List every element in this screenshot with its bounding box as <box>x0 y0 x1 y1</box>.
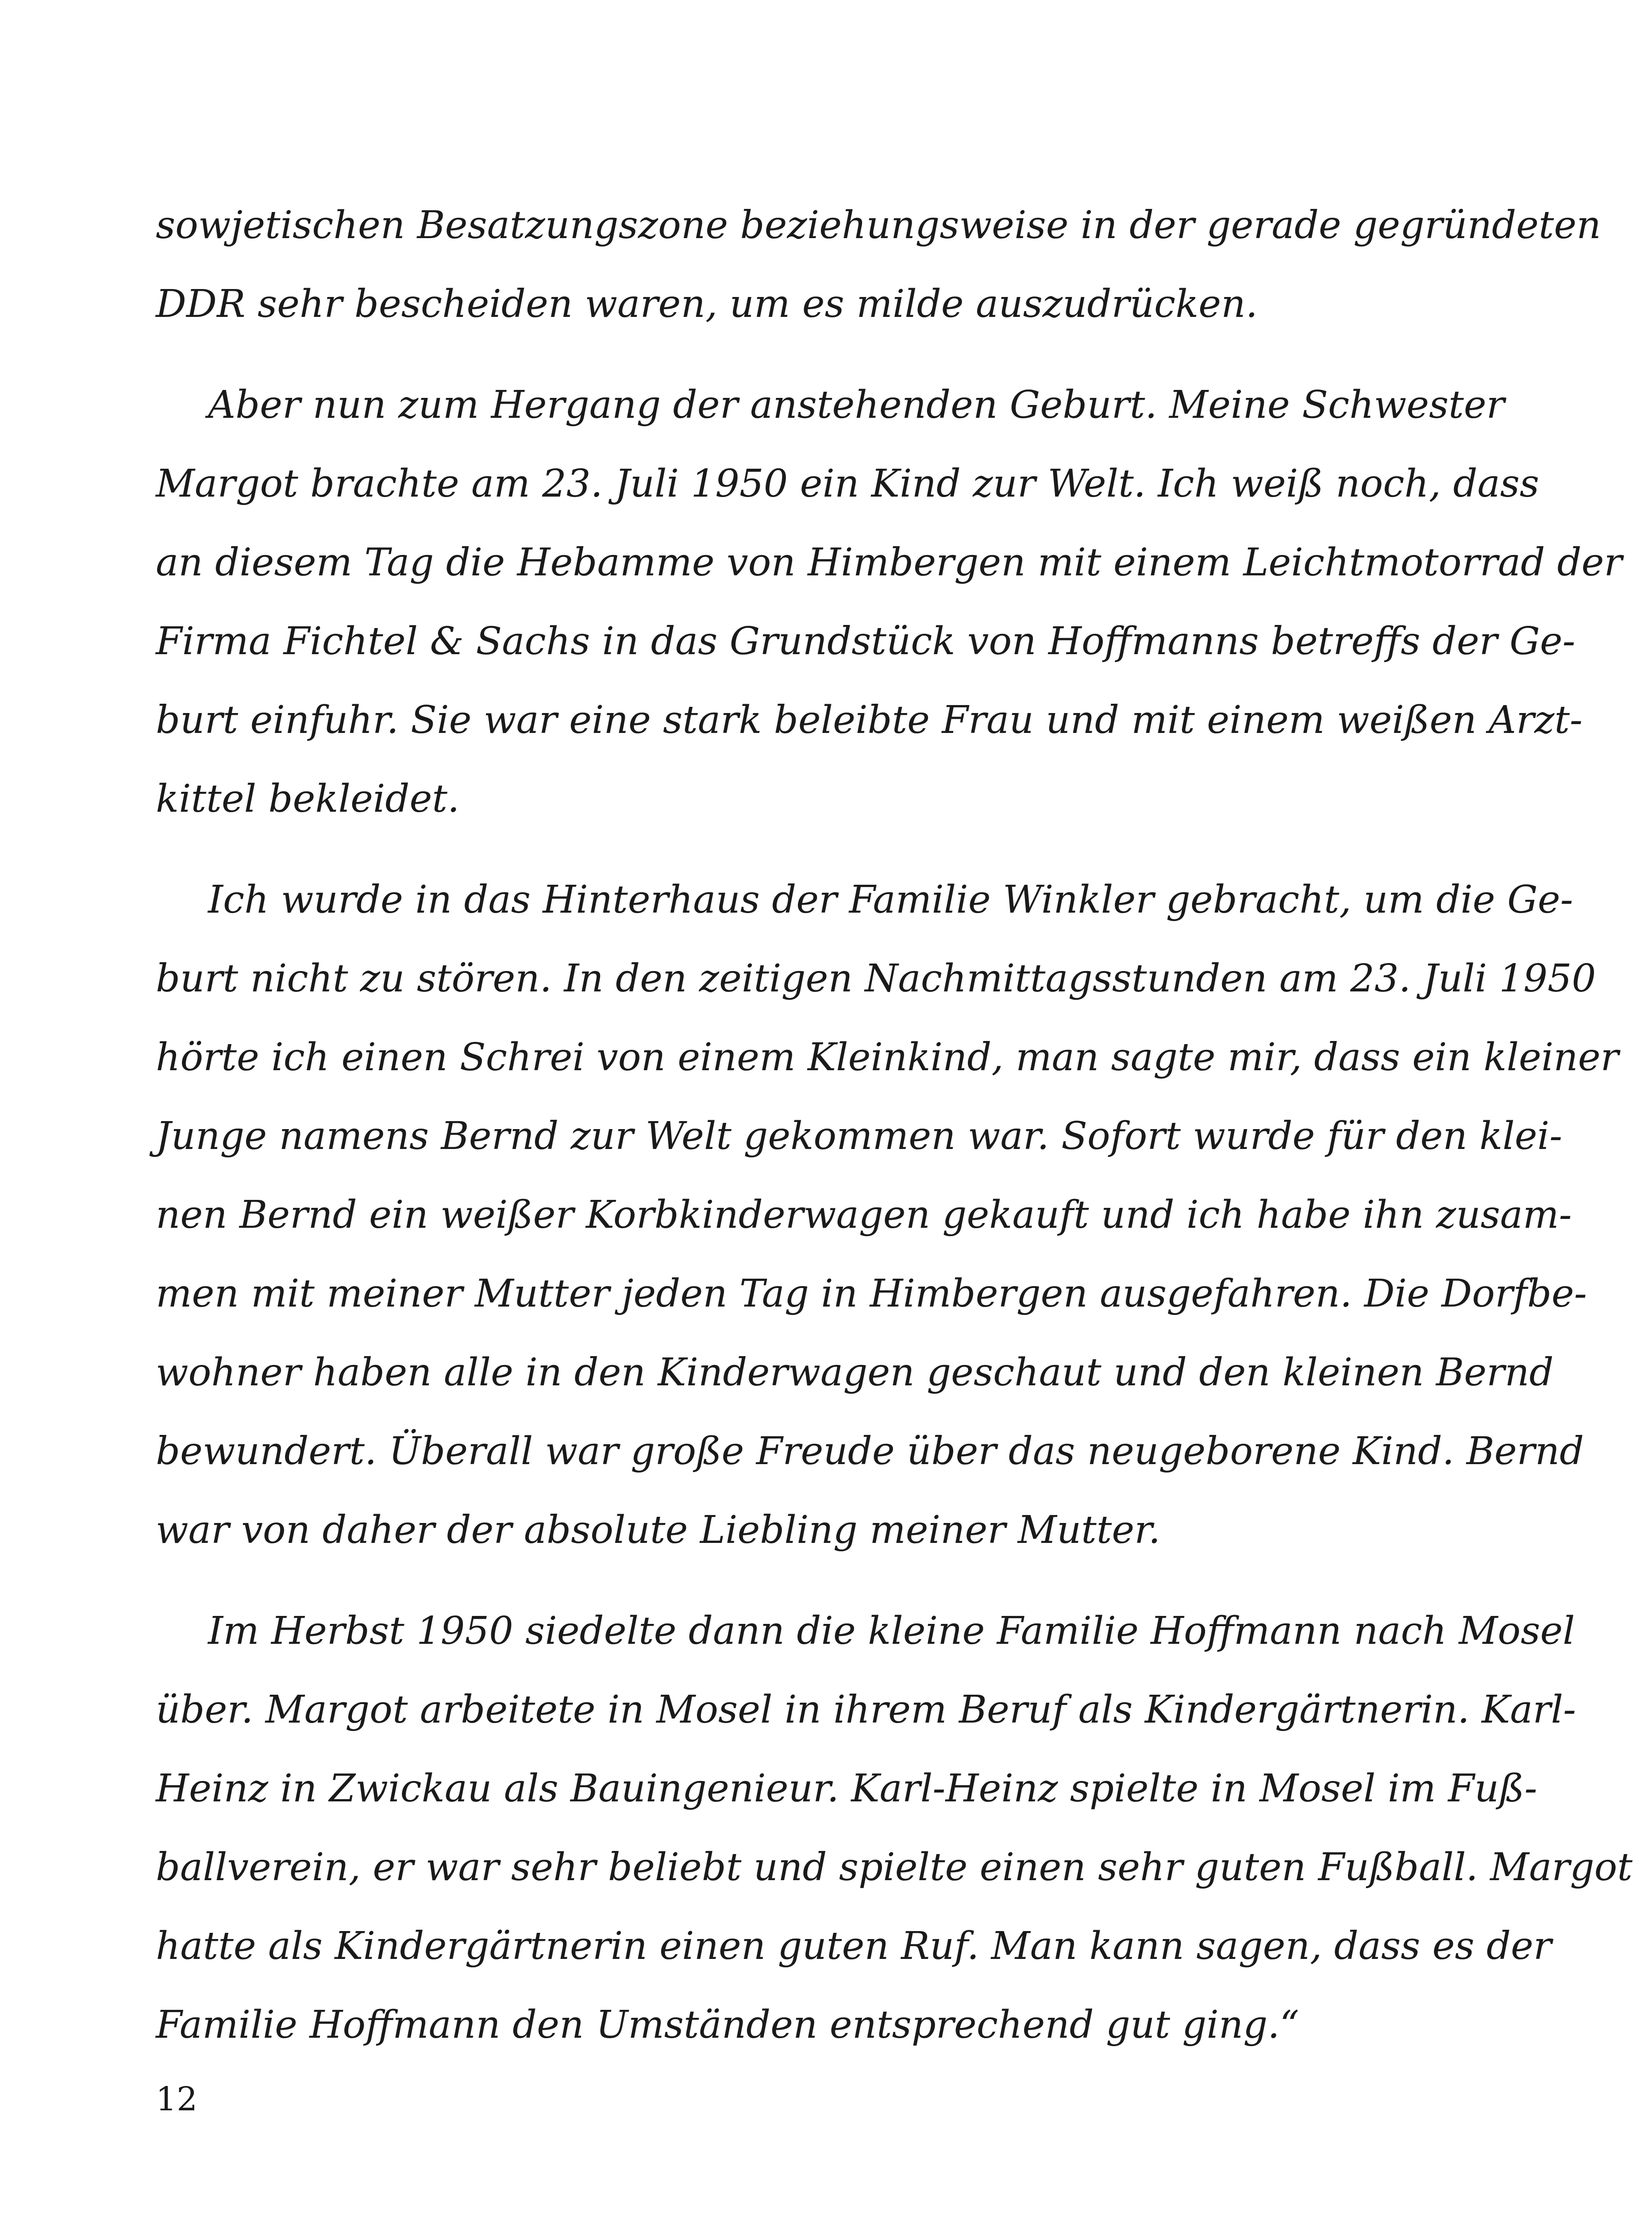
body-text <box>156 186 1633 2064</box>
text-line: bewundert. Überall war große Freude über das neugeborene Kind. Bernd <box>156 1429 1584 1473</box>
paragraph <box>156 860 1619 1569</box>
text-line: Familie Hoffmann den Umständen entsprechend gut ging.“ <box>156 2003 1299 2047</box>
page-number: 12 <box>156 2080 198 2118</box>
text-line: nen Bernd ein weißer Korbkinderwagen gekauft und ich habe ihn zusam- <box>156 1193 1572 1237</box>
paragraph-spacing <box>156 1569 1461 1592</box>
text-line: hörte ich einen Schrei von einem Kleinkind, man sagte mir, dass ein kleiner <box>156 1035 1619 1080</box>
text-line: sowjetischen Besatzungszone beziehungsweise in der gerade gegründeten <box>156 203 1601 247</box>
paragraph-spacing <box>156 343 1461 366</box>
text-line: men mit meiner Mutter jeden Tag in Himbergen ausgefahren. Die Dorfbe- <box>156 1272 1587 1316</box>
text-line: an diesem Tag die Hebamme von Himbergen mit einem Leichtmotorrad der <box>156 540 1622 585</box>
text-line: Ich wurde in das Hinterhaus der Familie Winkler gebracht, um die Ge- <box>208 878 1573 922</box>
text-line: Aber nun zum Hergang der anstehenden Geburt. Meine Schwester <box>208 383 1505 427</box>
text-line: über. Margot arbeitete in Mosel in ihrem Beruf als Kindergärtnerin. Karl- <box>156 1688 1576 1732</box>
text-line: kittel bekleidet. <box>156 777 460 821</box>
text-line: Margot brachte am 23. Juli 1950 ein Kind zur Welt. Ich weiß noch, dass <box>156 462 1540 506</box>
text-line: Firma Fichtel & Sachs in das Grundstück von Hoffmanns betreffs der Ge- <box>156 619 1575 663</box>
paragraph-spacing <box>156 838 1461 860</box>
text-line: ballverein, er war sehr beliebt und spielte einen sehr guten Fußball. Margot <box>156 1845 1633 1889</box>
paragraph <box>156 186 1601 343</box>
text-line: hatte als Kindergärtnerin einen guten Ruf. Man kann sagen, dass es der <box>156 1924 1552 1968</box>
paragraph <box>156 366 1622 838</box>
text-line: Heinz in Zwickau als Bauingenieur. Karl-Heinz spielte in Mosel im Fuß- <box>156 1766 1537 1811</box>
text-line: war von daher der absolute Liebling meiner Mutter. <box>156 1508 1161 1552</box>
text-line: Im Herbst 1950 siedelte dann die kleine Familie Hoffmann nach Mosel <box>208 1609 1575 1653</box>
text-line: DDR sehr bescheiden waren, um es milde auszudrücken. <box>156 282 1258 326</box>
text-line: burt einfuhr. Sie war eine stark beleibte Frau und mit einem weißen Arzt- <box>156 698 1583 742</box>
paragraph <box>156 1592 1633 2064</box>
text-line: burt nicht zu stören. In den zeitigen Nachmittagsstunden am 23. Juli 1950 <box>156 956 1596 1001</box>
text-line: wohner haben alle in den Kinderwagen geschaut und den kleinen Bernd <box>156 1350 1554 1395</box>
text-line: Junge namens Bernd zur Welt gekommen war. Sofort wurde für den klei- <box>156 1114 1563 1158</box>
